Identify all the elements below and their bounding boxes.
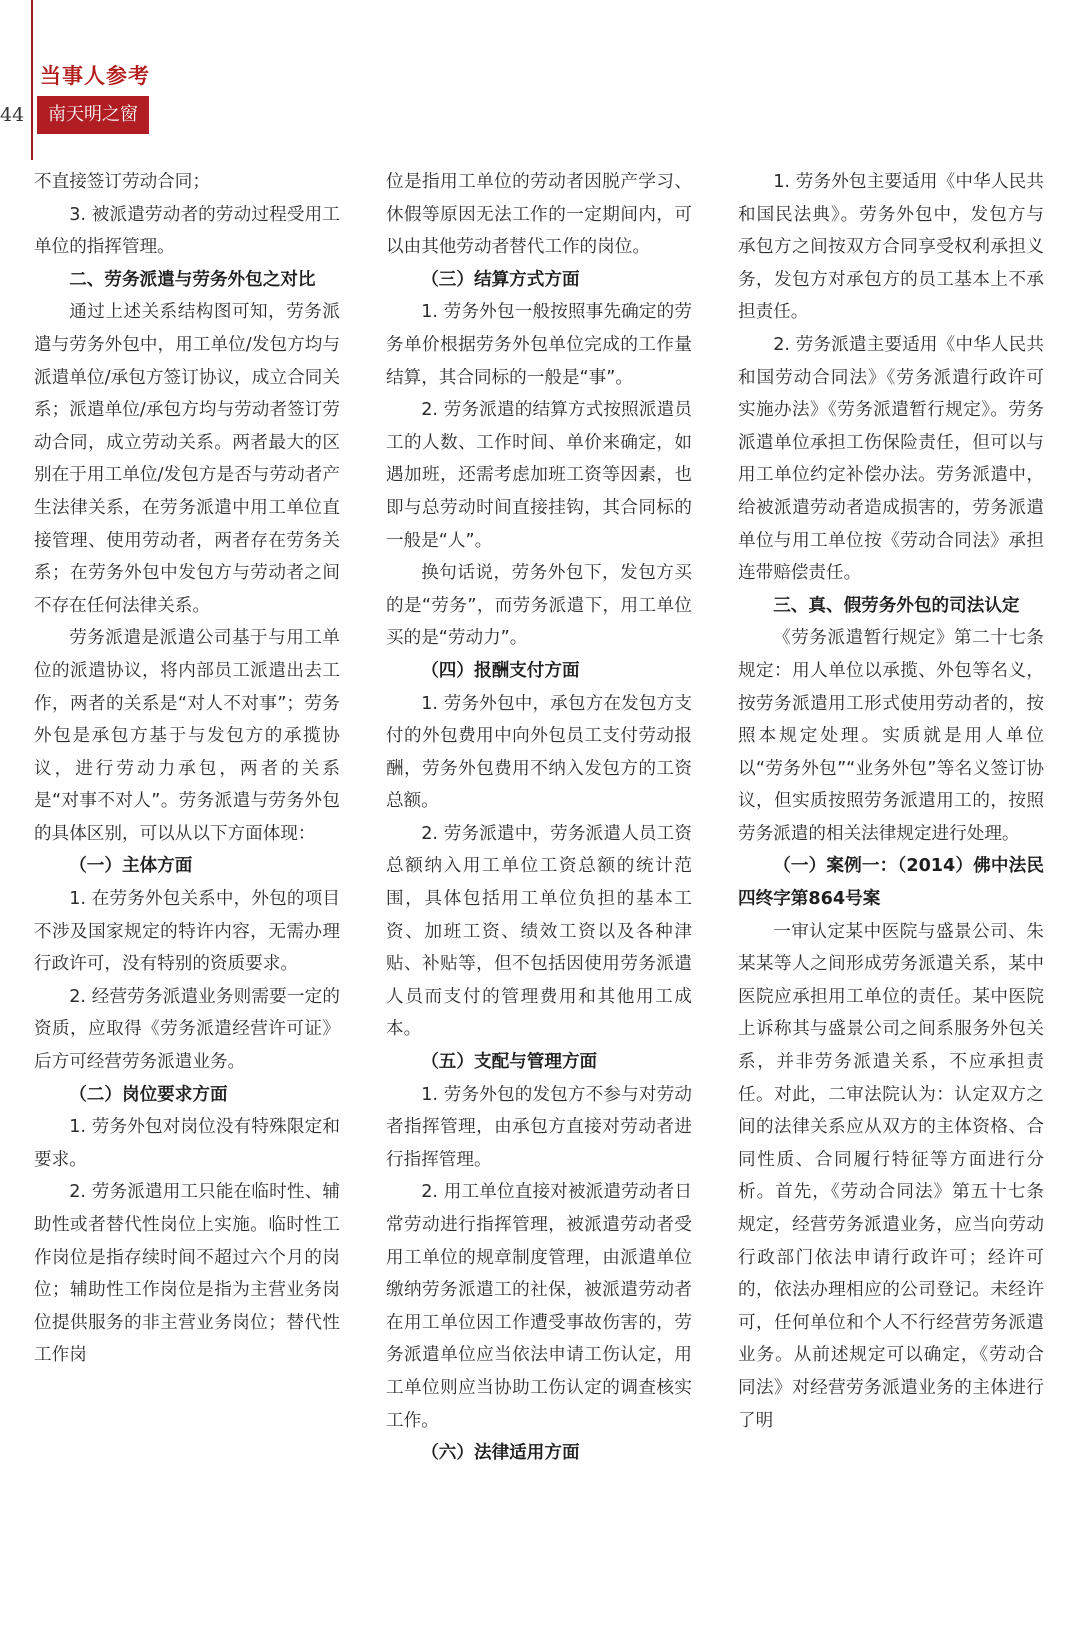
subsection-heading: （五）支配与管理方面 (421, 1052, 598, 1073)
subsection-heading: （二）岗位要求方面 (69, 1084, 228, 1105)
column-left (34, 166, 340, 1626)
subsection-heading: （三）结算方式方面 (421, 269, 580, 290)
paragraph: 一审认定某中医院与盛景公司、朱某某等人之间形成劳务派遣关系，某中医院应承担用工单位的责任。某中医院上诉称其与盛景公司之间系服务外包关系，并非劳务派遣关系，不应承担责任。对此，二审法院认为：认定双方之间的法律关系应从双方的主体资格、合同性质、合同履行特征等方面进行分析。首先，《劳动合同法》第五十七条规定，经营劳务派遣业务，应当向劳动行政部门依法申请行政许可；经许可的，依法办理相应的公司登记。未经许可，任何单位和个人不行经营劳务派遣业务。从前述规定可以确定，《劳动合同法》对经营劳务派遣业务的主体进行了明 (738, 921, 1044, 1431)
paragraph: 1. 在劳务外包关系中，外包的项目不涉及国家规定的特许内容，无需办理行政许可，没有特别的资质要求。 (34, 889, 340, 975)
page-number: 44 (0, 104, 25, 126)
paragraph: 2. 劳务派遣用工只能在临时性、辅助性或者替代性岗位上实施。临时性工作岗位是指存续时间不超过六个月的岗位；辅助性工作岗位是指为主营业务岗位提供服务的非主营业务岗位；替代性工作岗 (34, 1182, 340, 1366)
column-tag: 南天明之窗 (37, 96, 149, 134)
paragraph: 2. 用工单位直接对被派遣劳动者日常劳动进行指挥管理，被派遣劳动者受用工单位的规章制度管理，由派遣单位缴纳劳务派遣工的社保，被派遣劳动者在用工单位因工作遭受事故伤害的，劳务派遣单位应当依法申请工伤认定，用工单位则应当协助工伤认定的调查核实工作。 (386, 1182, 692, 1431)
paragraph: 1. 劳务外包的发包方不参与对劳动者指挥管理，由承包方直接对劳动者进行指挥管理。 (386, 1084, 692, 1170)
column-right (738, 166, 1044, 1626)
paragraph: 2. 劳务派遣主要适用《中华人民共和国劳动合同法》《劳务派遣行政许可实施办法》《劳务派遣暂行规定》。劳务派遣单位承担工伤保险责任，但可以与用工单位约定补偿办法。劳务派遣中，给被派遣劳动者造成损害的，劳务派遣单位与用工单位按《劳动合同法》承担连带赔偿责任。 (738, 334, 1044, 584)
subsection-heading: （一）案例一：（2014）佛中法民四终字第864号案 (738, 856, 1044, 910)
paragraph: 2. 经营劳务派遣业务则需要一定的资质，应取得《劳务派遣经营许可证》后方可经营劳务派遣业务。 (34, 986, 340, 1073)
paragraph: 1. 劳务外包主要适用《中华人民共和国民法典》。劳务外包中，发包方与承包方之间按双方合同享受权利承担义务，发包方对承包方的员工基本上不承担责任。 (738, 172, 1044, 323)
section-heading: 二、劳务派遣与劳务外包之对比 (69, 269, 316, 290)
article-body (34, 166, 1044, 1626)
paragraph: 通过上述关系结构图可知，劳务派遣与劳务外包中，用工单位/发包方均与派遣单位/承包方签订协议，成立合同关系；派遣单位/承包方均与劳动者签订劳动合同，成立劳动关系。两者最大的区别在于用工单位/发包方是否与劳动者产生法律关系，在劳务派遣中用工单位直接管理、使用劳动者，两者存在劳务关系；在劳务外包中发包方与劳动者之间不存在任何法律关系。 (34, 302, 340, 616)
paragraph: 2. 劳务派遣中，劳务派遣人员工资总额纳入用工单位工资总额的统计范围，具体包括用工单位负担的基本工资、加班工资、绩效工资以及各种津贴、补贴等，但不包括因使用劳务派遣人员而支付的管理费用和其他用工成本。 (386, 823, 692, 1040)
paragraph: 《劳务派遣暂行规定》第二十七条规定：用人单位以承揽、外包等名义，按劳务派遣用工形式使用劳动者的，按照本规定处理。实质就是用人单位以“劳务外包”“业务外包”等名义签订协议，但实质按照劳务派遣用工的，按照劳务派遣的相关法律规定进行处理。 (738, 628, 1044, 844)
paragraph: 换句话说，劳务外包下，发包方买的是“劳务”，而劳务派遣下，用工单位买的是“劳动力”。 (386, 563, 692, 649)
section-heading: 三、真、假劳务外包的司法认定 (773, 595, 1020, 616)
paragraph: 2. 劳务派遣的结算方式按照派遣员工的人数、工作时间、单价来确定，如遇加班，还需考虑加班工资等因素，也即与总劳动时间直接挂钩，其合同标的一般是“人”。 (386, 400, 692, 551)
paragraph: 劳务派遣是派遣公司基于与用工单位的派遣协议，将内部员工派遣出去工作，两者的关系是“对人不对事”；劳务外包是承包方基于与发包方的承揽协议，进行劳动力承包，两者的关系是“对事不对人”。劳务派遣与劳务外包的具体区别，可以从以下方面体现： (34, 628, 340, 844)
paragraph: 1. 劳务外包中，承包方在发包方支付的外包费用中向外包员工支付劳动报酬，劳务外包费用不纳入发包方的工资总额。 (386, 693, 692, 812)
section-title: 当事人参考 (40, 64, 150, 88)
paragraph: 1. 劳务外包一般按照事先确定的劳务单价根据劳务外包单位完成的工作量结算，其合同标的一般是“事”。 (386, 302, 692, 388)
subsection-heading: （一）主体方面 (69, 856, 193, 877)
paragraph: 位是指用工单位的劳动者因脱产学习、休假等原因无法工作的一定期间内，可以由其他劳动者替代工作的岗位。 (386, 172, 692, 258)
subsection-heading: （四）报酬支付方面 (421, 660, 580, 681)
column-middle (386, 166, 692, 1626)
header-rule (31, 0, 33, 160)
paragraph: 3. 被派遣劳动者的劳动过程受用工单位的指挥管理。 (34, 204, 340, 258)
paragraph: 不直接签订劳动合同； (34, 172, 210, 192)
paragraph: 1. 劳务外包对岗位没有特殊限定和要求。 (34, 1117, 340, 1170)
subsection-heading: （六）法律适用方面 (421, 1443, 580, 1464)
